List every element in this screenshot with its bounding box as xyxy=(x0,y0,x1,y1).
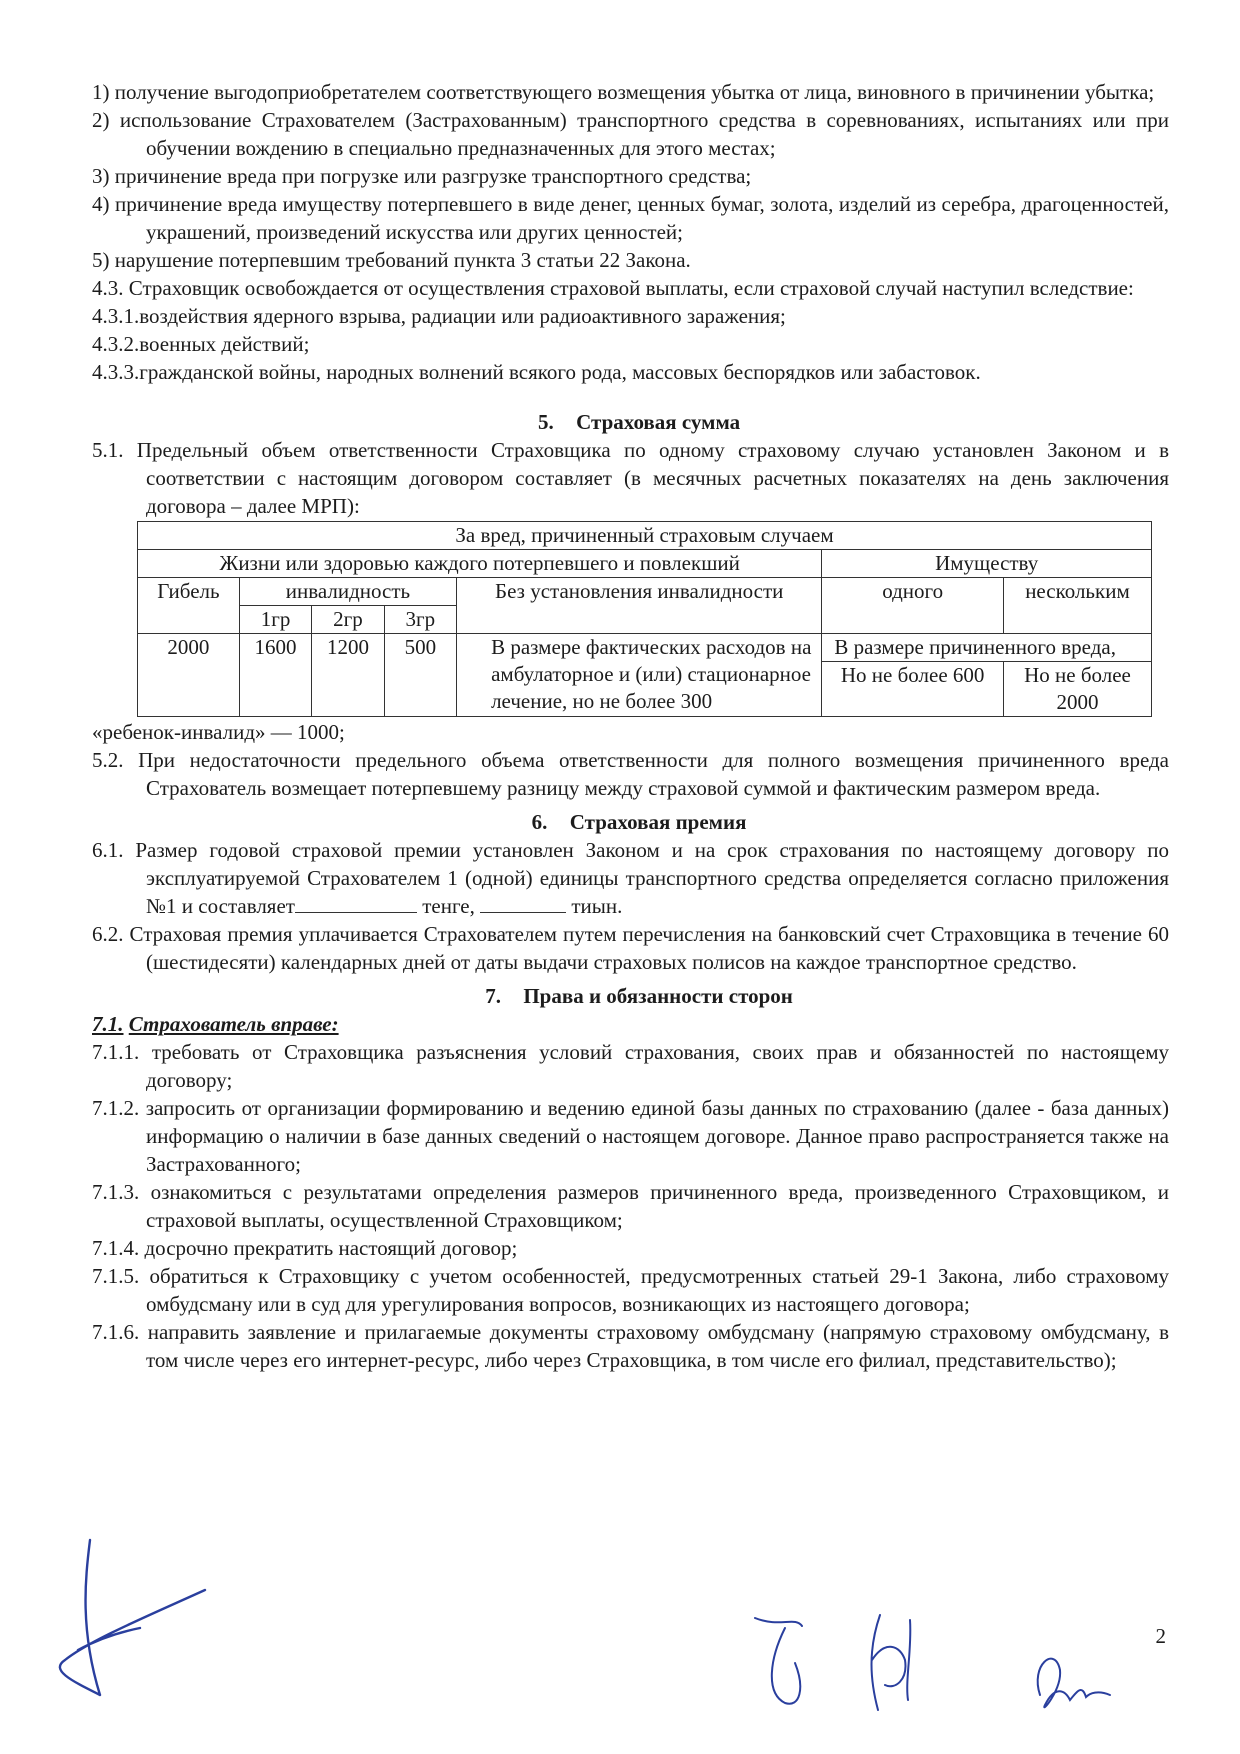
subsection-7-1-number: 7.1. xyxy=(92,1012,124,1036)
clause-5-1: 5.1. Предельный объем ответственности Страховщика по одному страховому случаю установлен Законом и в соответствии с настоящим договором составляет (в месячных расчетных показателях на день заключения договора – далее МРП): xyxy=(92,438,1169,518)
table-col-death: Гибель xyxy=(138,578,240,634)
tenge-label: тенге, xyxy=(422,894,475,918)
table-header-top: За вред, причиненный страховым случаем xyxy=(138,522,1152,550)
clause-6-2: 6.2. Страховая премия уплачивается Страхователем путем перечисления на банковский счет Страховщика в течение 60 (шестидесяти) календарных дней от даты выдачи страховых полисов на каждое транспортное средство. xyxy=(92,922,1169,974)
clause-7-1-1: 7.1.1. требовать от Страховщика разъяснения условий страхования, своих прав и обязанностей по настоящему договору; xyxy=(92,1040,1169,1092)
section-5-title: Страховая сумма xyxy=(576,410,741,434)
clause-7-1-2: 7.1.2. запросить от организации формированию и ведению единой базы данных по страхованию (далее - база данных) информацию о наличии в базе данных сведений о настоящем договоре. Данное право распространяется также на Застрахованного; xyxy=(92,1096,1169,1176)
clause-7-1-4: 7.1.4. досрочно прекратить настоящий договор; xyxy=(92,1236,518,1260)
liability-table xyxy=(137,521,1152,717)
table-col-group-1: 1гр xyxy=(239,606,311,634)
table-col-group-2: 2гр xyxy=(312,606,384,634)
table-cell-property: В размере причиненного вреда, xyxy=(822,634,1152,662)
child-disabled-note: «ребенок-инвалид» — 1000; xyxy=(92,720,345,744)
section-5-number: 5. xyxy=(537,410,554,434)
list-item: 5) нарушение потерпевшим требований пункта 3 статьи 22 Закона. xyxy=(92,248,691,272)
table-cell-no-disability: В размере фактических расходов на амбулаторное и (или) стационарное лечение, но не более 300 xyxy=(457,634,822,717)
signature-middle-2 xyxy=(850,1600,940,1720)
table-cell-one: Но не более 600 xyxy=(822,662,1004,717)
section-6-heading xyxy=(92,808,1169,836)
table-cell-group-2: 1200 xyxy=(312,634,384,717)
list-item: 2) использование Страхователем (Застрахованным) транспортного средства в соревнованиях, испытаниях или при обучении вождению в специально предназначенных для этого местах; xyxy=(92,108,1169,160)
document-body xyxy=(92,78,1169,1374)
table-cell-death: 2000 xyxy=(138,634,240,717)
signature-middle-1 xyxy=(740,1608,860,1718)
table-header-life: Жизни или здоровью каждого потерпевшего и повлекший xyxy=(138,550,822,578)
section-7-number: 7. xyxy=(485,984,501,1008)
subsection-7-1-text: Страхователь вправе: xyxy=(128,1012,339,1036)
table-cell-several: Но не более 2000 xyxy=(1003,662,1151,717)
table-col-no-disability: Без установления инвалидности xyxy=(457,578,822,634)
signature-left xyxy=(30,1520,220,1720)
clause-4-3: 4.3. Страховщик освобождается от осуществления страховой выплаты, если страховой случай наступил вследствие: xyxy=(92,276,1134,300)
section-5-heading xyxy=(92,408,1169,436)
clause-7-1-3: 7.1.3. ознакомиться с результатами определения размеров причиненного вреда, произведенного Страховщиком, и страховой выплаты, осуществленной Страховщиком; xyxy=(92,1180,1169,1232)
list-item: 1) получение выгодоприобретателем соответствующего возмещения убытка от лица, виновного в причинении убытка; xyxy=(92,80,1155,104)
signature-right xyxy=(1020,1635,1120,1725)
section-7-title: Права и обязанности сторон xyxy=(523,984,793,1008)
table-cell-group-3: 500 xyxy=(384,634,456,717)
clause-7-1-5: 7.1.5. обратиться к Страховщику с учетом особенностей, предусмотренных статьей 29-1 Закона, либо страховому омбудсману или в суд для урегулирования вопросов, возникающих из настоящего договора; xyxy=(92,1264,1169,1316)
table-cell-group-1: 1600 xyxy=(239,634,311,717)
section-7-heading xyxy=(92,982,1169,1010)
subsection-7-1-title xyxy=(92,1010,1169,1038)
clause-6-1 xyxy=(92,836,1169,920)
premium-tenge-blank[interactable] xyxy=(295,894,417,913)
table-col-group-3: 3гр xyxy=(384,606,456,634)
clause-4-3-1: 4.3.1.воздействия ядерного взрыва, радиации или радиоактивного заражения; xyxy=(92,304,786,328)
clause-5-2: 5.2. При недостаточности предельного объема ответственности для полного возмещения причиненного вреда Страхователь возмещает потерпевшему разницу между страховой суммой и фактическим размером вреда. xyxy=(92,748,1169,800)
section-6-title: Страховая премия xyxy=(569,810,747,834)
premium-tiyn-blank[interactable] xyxy=(480,894,566,913)
list-item: 3) причинение вреда при погрузке или разгрузке транспортного средства; xyxy=(92,164,752,188)
table-col-one: одного xyxy=(822,578,1004,634)
clause-6-1-text: 6.1. Размер годовой страховой премии установлен Законом и на срок страхования по настоящему договору по эксплуатируемой Страхователем 1 (одной) единицы транспортного средства определяется согласно приложения №1 и составляет xyxy=(92,838,1169,918)
clause-7-1-6: 7.1.6. направить заявление и прилагаемые документы страховому омбудсману (напрямую страховому омбудсману, в том числе через его интернет-ресурс, либо через Страховщика, в том числе его филиал, представительство); xyxy=(92,1320,1169,1372)
table-col-disability: инвалидность xyxy=(239,578,456,606)
section-6-number: 6. xyxy=(531,810,548,834)
page-number: 2 xyxy=(1155,1624,1166,1648)
tiyn-label: тиын. xyxy=(571,894,623,918)
clause-4-3-2: 4.3.2.военных действий; xyxy=(92,332,310,356)
clause-4-3-3: 4.3.3.гражданской войны, народных волнений всякого рода, массовых беспорядков или забастовок. xyxy=(92,360,981,384)
list-item: 4) причинение вреда имуществу потерпевшего в виде денег, ценных бумаг, золота, изделий из серебра, драгоценностей, украшений, произведений искусства или других ценностей; xyxy=(92,192,1169,244)
table-col-several: нескольким xyxy=(1003,578,1151,634)
table-header-property: Имуществу xyxy=(822,550,1152,578)
